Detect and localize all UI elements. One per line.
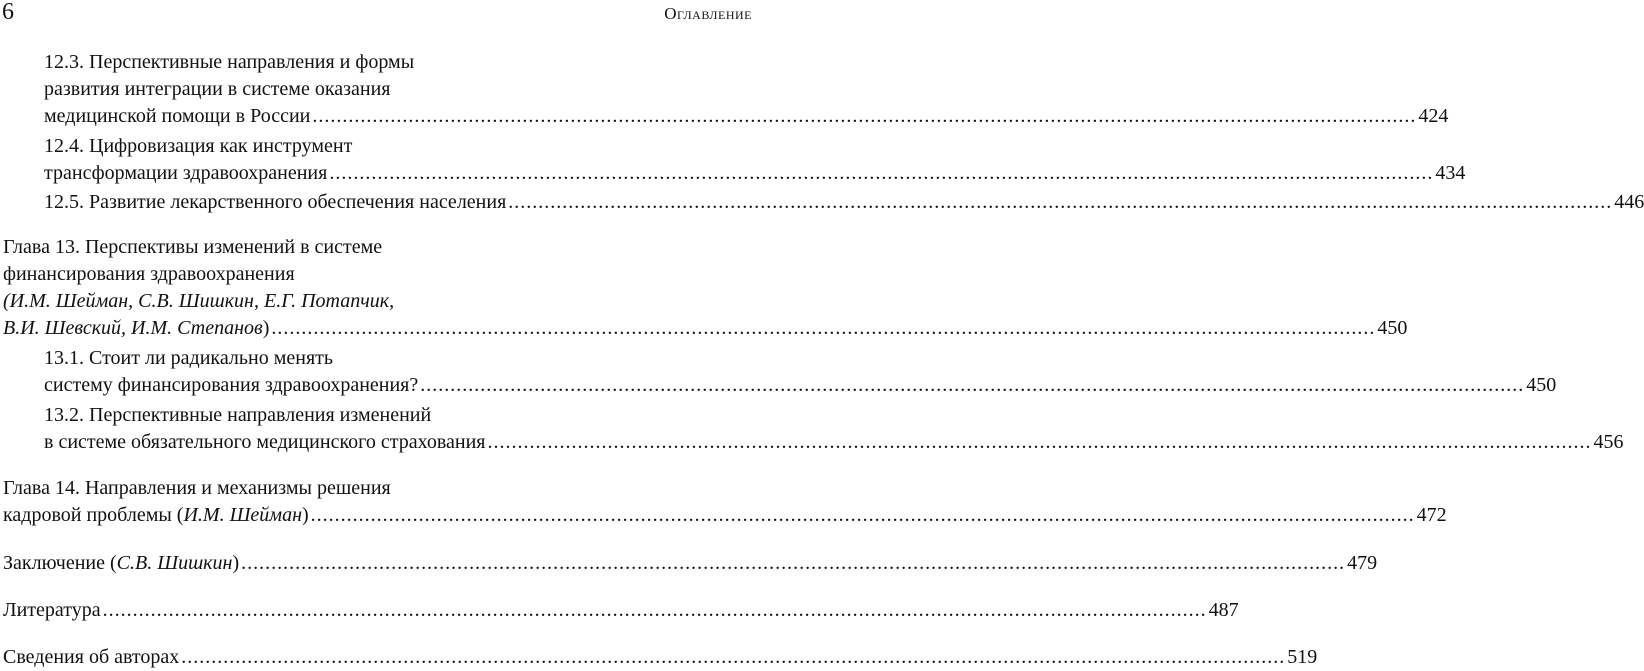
- toc-line: 13.1. Стоит ли радикально менять: [44, 347, 334, 369]
- toc-entry-12-3[interactable]: [44, 49, 1449, 130]
- toc-page-number: 519: [1287, 646, 1318, 668]
- toc-page-number: 472: [1416, 504, 1447, 526]
- toc-page-number: 450: [1526, 374, 1557, 396]
- toc-line: 12.3. Перспективные направления и формы: [44, 51, 415, 73]
- toc-entry-conclusion[interactable]: Заключение (С.В. Шишкин) ........................................................................................................................................................................................ 479: [3, 550, 754, 577]
- toc-leader-dots: ........................................................................................................................................................................................: [310, 504, 1415, 526]
- toc-line: развития интеграции в системе оказания: [44, 78, 391, 100]
- toc-entry-about-authors[interactable]: [3, 644, 1318, 671]
- toc-title-end: медицинской помощи в России: [44, 105, 311, 127]
- toc-page-number: 487: [1208, 599, 1239, 621]
- toc-line: 12.4. Цифровизация как инструмент: [44, 135, 353, 157]
- toc-line: финансирования здравоохранения: [3, 263, 295, 285]
- toc-page-number: 450: [1377, 317, 1408, 339]
- toc-entry-literature[interactable]: [3, 597, 1239, 624]
- toc-leader-dots: ........................................................................................................................................................................................: [181, 646, 1286, 668]
- toc-authors: И.М. Шейман: [183, 504, 302, 526]
- toc-leader-dots: ........................................................................................................................................................................................: [508, 191, 1613, 213]
- toc-leader-dots: ........................................................................................................................................................................................: [241, 552, 1346, 574]
- toc-page-number: 479: [1347, 552, 1378, 574]
- toc-title-end: трансформации здравоохранения: [44, 162, 328, 184]
- toc-title-end: 12.5. Развитие лекарственного обеспечения населения: [44, 191, 507, 213]
- toc-leader-dots: ........................................................................................................................................................................................: [420, 374, 1525, 396]
- toc-title-end: Сведения об авторах: [3, 646, 180, 668]
- toc-authors: С.В. Шишкин: [116, 552, 233, 574]
- toc-title-end: в системе обязательного медицинского страхования: [44, 431, 486, 453]
- toc-authors-line: (И.М. Шейман, С.В. Шишкин, Е.Г. Потапчик,: [3, 290, 395, 312]
- toc-authors: В.И. Шевский, И.М. Степанов: [3, 317, 263, 339]
- toc-title-end: Литература: [3, 599, 101, 621]
- toc-page-number: 424: [1418, 105, 1449, 127]
- toc-line: Глава 13. Перспективы изменений в системе: [3, 236, 383, 258]
- toc-line: Глава 14. Направления и механизмы решения: [3, 477, 391, 499]
- toc-title-end: систему финансирования здравоохранения?: [44, 374, 419, 396]
- toc-leader-dots: ........................................................................................................................................................................................: [312, 105, 1417, 127]
- toc-leader-dots: ........................................................................................................................................................................................: [487, 431, 1592, 453]
- toc-entry-12-4[interactable]: [44, 133, 1466, 187]
- toc-leader-dots: ........................................................................................................................................................................................: [271, 317, 1376, 339]
- toc-entry-13-2[interactable]: [44, 402, 1624, 456]
- toc-page-number: 446: [1614, 191, 1644, 213]
- toc-page-number: 456: [1593, 431, 1624, 453]
- toc-entry-12-5[interactable]: [44, 189, 1644, 216]
- toc-line: 13.2. Перспективные направления изменений: [44, 404, 432, 426]
- toc-entry-chapter-13[interactable]: Глава 13. Перспективы изменений в системе финансирования здравоохранения (И.М. Шейман, С.В. Шишкин, Е.Г. Потапчик, В.И. Шевский, И.М. Степанов) ........................................................................................................................................................................................ 450: [3, 234, 754, 342]
- toc-leader-dots: ........................................................................................................................................................................................: [329, 162, 1434, 184]
- toc-entry-13-1[interactable]: [44, 345, 1557, 399]
- page-number: 6: [2, 0, 14, 25]
- toc-leader-dots: ........................................................................................................................................................................................: [102, 599, 1207, 621]
- toc-entry-chapter-14[interactable]: Глава 14. Направления и механизмы решения кадровой проблемы (И.М. Шейман) ........................................................................................................................................................................................ 472: [3, 475, 754, 529]
- toc-page-number: 434: [1435, 162, 1466, 184]
- running-title: Оглавление: [664, 4, 752, 23]
